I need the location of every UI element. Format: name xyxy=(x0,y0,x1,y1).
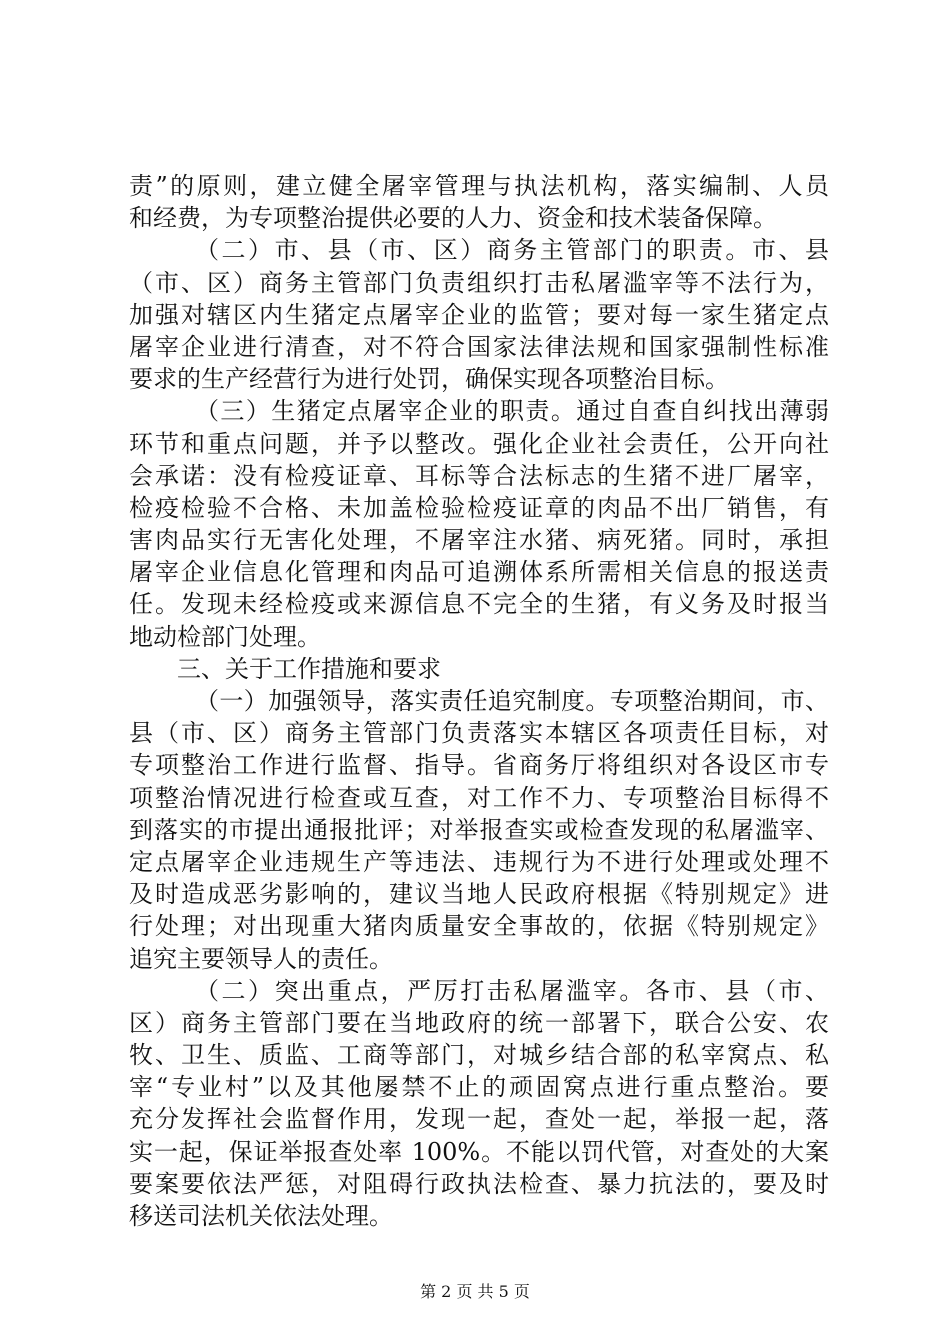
text-line: 责”的原则，建立健全屠宰管理与执法机构，落实编制、人员 xyxy=(129,172,829,200)
text-line: 区）商务主管部门要在当地政府的统一部署下，联合公安、农 xyxy=(129,1008,829,1037)
document-body xyxy=(129,170,829,1232)
text-line: 加强对辖区内生猪定点屠宰企业的监管；要对每一家生猪定点 xyxy=(129,300,829,329)
chapter-heading: 三、关于工作措施和要求 xyxy=(177,654,441,683)
text-line: 牧、卫生、质监、工商等部门，对城乡结合部的私宰窝点、私 xyxy=(129,1041,829,1070)
text-line: 专项整治工作进行监督、指导。省商务厅将组织对各设区市专 xyxy=(129,751,829,780)
section-heading-line: （一）加强领导，落实责任追究制度。专项整治期间，市、 xyxy=(195,687,829,715)
text-line: 害肉品实行无害化处理，不屠宰注水猪、病死猪。同时，承担 xyxy=(129,526,829,555)
text-line: 要求的生产经营行为进行处罚，确保实现各项整治目标。 xyxy=(129,365,729,394)
section-heading-line: （二）市、县（市、区）商务主管部门的职责。市、县 xyxy=(195,236,829,265)
section-heading-line: （二）突出重点，严厉打击私屠滥宰。各市、县（市、 xyxy=(195,976,829,1005)
text-line: 任。发现未经检疫或来源信息不完全的生猪，有义务及时报当 xyxy=(129,590,829,619)
text-line: 充分发挥社会监督作用，发现一起，查处一起，举报一起，落 xyxy=(129,1105,829,1134)
page-number-footer: 第 2 页 共 5 页 xyxy=(420,1282,530,1301)
text-line: 屠宰企业进行清查，对不符合国家法律法规和国家强制性标准 xyxy=(129,332,829,361)
section-heading-line: （三）生猪定点屠宰企业的职责。通过自查自纠找出薄弱 xyxy=(195,397,829,426)
text-line: 会承诺：没有检疫证章、耳标等合法标志的生猪不进厂屠宰， xyxy=(129,461,829,490)
text-line: 检疫检验不合格、未加盖检验检疫证章的肉品不出厂销售，有 xyxy=(129,493,829,522)
text-line: 环节和重点问题，并予以整改。强化企业社会责任，公开向社 xyxy=(129,429,829,458)
text-line: 定点屠宰企业违规生产等违法、违规行为不进行处理或处理不 xyxy=(129,847,829,876)
text-line: 县（市、区）商务主管部门负责落实本辖区各项责任目标，对 xyxy=(129,719,829,748)
text-line: 及时造成恶劣影响的，建议当地人民政府根据《特别规定》进 xyxy=(129,880,829,909)
text-line: 追究主要领导人的责任。 xyxy=(129,944,393,973)
text-line: 项整治情况进行检查或互查，对工作不力、专项整治目标得不 xyxy=(129,783,829,812)
text-line: 和经费，为专项整治提供必要的人力、资金和技术装备保障。 xyxy=(129,204,777,233)
text-line: 地动检部门处理。 xyxy=(129,622,321,651)
text-line: 要案要依法严惩，对阻碍行政执法检查、暴力抗法的，要及时 xyxy=(129,1169,829,1198)
text-line: 移送司法机关依法处理。 xyxy=(129,1202,393,1230)
text-line: 宰“专业村”以及其他屡禁不止的顽固窝点进行重点整治。要 xyxy=(129,1073,829,1102)
text-line: 行处理；对出现重大猪肉质量安全事故的，依据《特别规定》 xyxy=(129,912,829,941)
text-line: 到落实的市提出通报批评；对举报查实或检查发现的私屠滥宰、 xyxy=(129,815,829,844)
text-line: （市、区）商务主管部门负责组织打击私屠滥宰等不法行为， xyxy=(129,268,829,297)
text-line: 屠宰企业信息化管理和肉品可追溯体系所需相关信息的报送责 xyxy=(129,558,829,587)
text-line: 实一起，保证举报查处率 100%。不能以罚代管，对查处的大案 xyxy=(129,1137,829,1166)
